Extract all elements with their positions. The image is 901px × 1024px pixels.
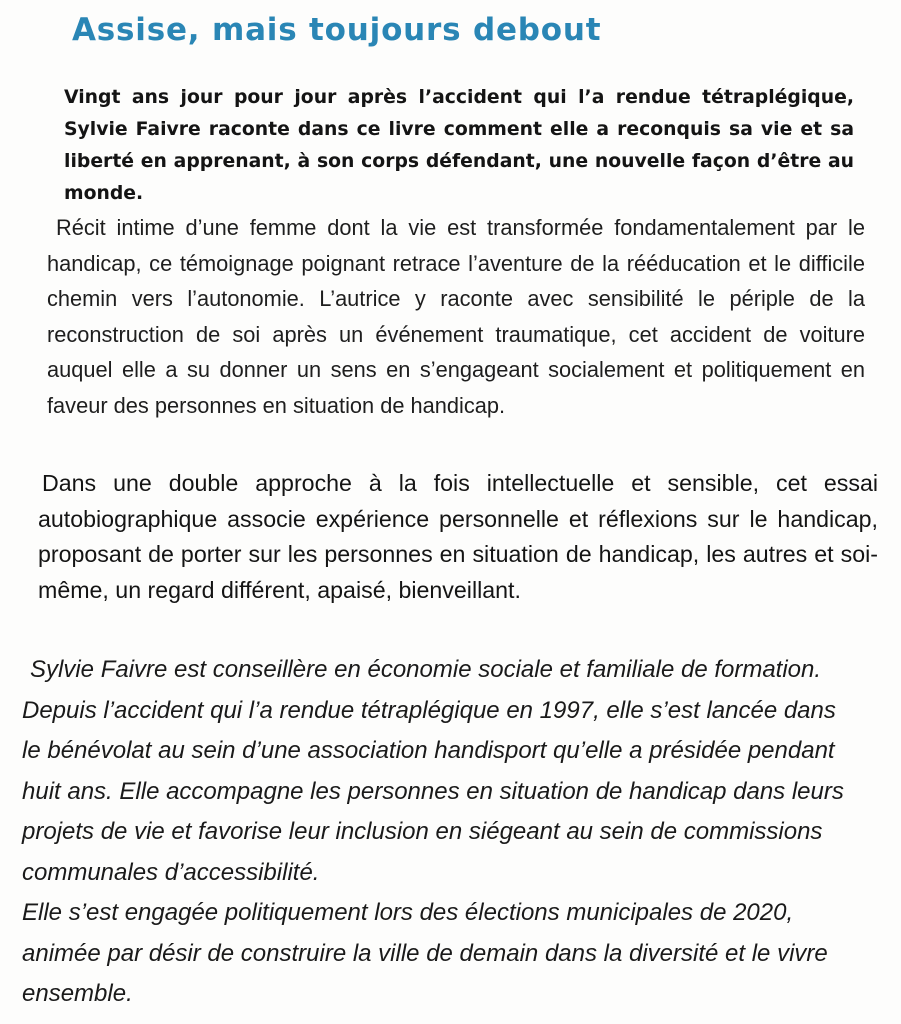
bio-line-9: ensemble.	[22, 980, 133, 1007]
bio-line-1-text: est conseillère en économie sociale et familiale de formation.	[167, 656, 822, 683]
author-name: Sylvie Faivre	[30, 656, 168, 683]
bio-line-4: huit ans. Elle accompagne les personnes en situation de handicap dans leurs	[22, 777, 844, 805]
bio-line-8: animée par désir de construire la ville de demain dans la diversité et le vivre	[22, 939, 828, 967]
description-paragraph-2-text: Dans une double approche à la fois intellectuelle et sensible, cet essai autobiographique associe expérience personnelle et réflexions sur le handicap, proposant de porter sur les personnes en situation de handicap, les autres et soi-même, un regard différent, apaisé, bienveillant.	[38, 470, 878, 603]
description-paragraph-1-text: Récit intime d’une femme dont la vie est transformée fondamentalement par le handicap, ce témoignage poignant retrace l’aventure de la rééducation et le difficile chemin vers l’autonomie. L’autrice y raconte avec sensibilité le périple de la reconstruction de soi après un événement traumatique, cet accident de voiture auquel elle a su donner un sens en s’engageant socialement et politiquement en faveur des personnes en situation de handicap.	[47, 215, 865, 418]
book-title: Assise, mais toujours debout	[72, 12, 602, 48]
bio-line-2: Depuis l’accident qui l’a rendue tétraplégique en 1997, elle s’est lancée dans	[22, 696, 836, 724]
lead-paragraph: Vingt ans jour pour jour après l’accident qui l’a rendue tétraplégique, Sylvie Faivre raconte dans ce livre comment elle a reconquis sa vie et sa liberté en apprenant, à son corps défendant, une nouvelle façon d’être au monde.	[64, 87, 854, 204]
author-biography	[22, 650, 901, 1015]
bio-line-6: communales d’accessibilité.	[22, 858, 320, 886]
description-paragraph-1	[47, 210, 865, 423]
bio-line-3: le bénévolat au sein d’une association handisport qu’elle a présidée pendant	[22, 737, 835, 764]
bio-line-5: projets de vie et favorise leur inclusion en siégeant au sein de commissions	[22, 818, 823, 845]
bio-line-1	[22, 650, 901, 691]
bio-line-7: Elle s’est engagée politiquement lors des élections municipales de 2020,	[22, 899, 794, 926]
description-paragraph-2	[38, 466, 878, 608]
